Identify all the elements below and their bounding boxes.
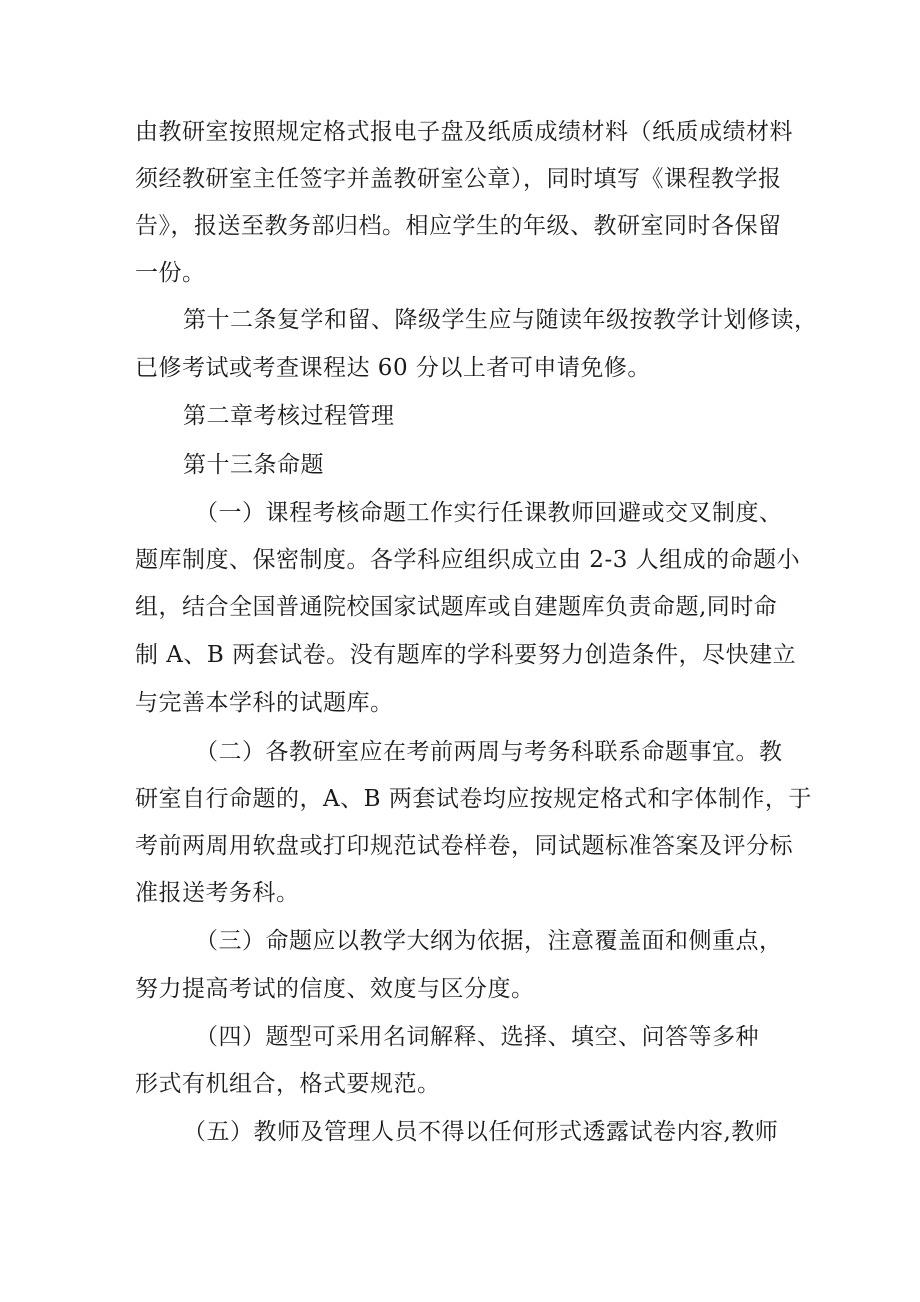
article-12-line-2: 已修考试或考查课程达 60 分以上者可申请免修。 (135, 355, 651, 381)
article-12-line-1: 第十二条复学和留、降级学生应与随读年级按教学计划修读， (183, 307, 818, 333)
item-4-line-2: 形式有机组合，格式要规范。 (135, 1071, 441, 1097)
item-2-line-1: （二）各教研室应在考前两周与考务科联系命题事宜。教 (195, 739, 783, 765)
article-13-heading: 第十三条命题 (183, 452, 324, 478)
text-line-03: 告》，报送至教务部归档。相应学生的年级、教研室同时各保留 (135, 213, 782, 239)
text-line-02: 须经教研室主任签字并盖教研室公章），同时填写《课程教学报 (135, 166, 782, 192)
text-line-01: 由教研室按照规定格式报电子盘及纸质成绩材料（纸质成绩材料 (135, 119, 793, 145)
item-1-line-1: （一）课程考核命题工作实行任课教师回避或交叉制度、 (195, 500, 783, 526)
item-1-line-3: 组，结合全国普通院校国家试题库或自建题库负责命题,同时命 (135, 594, 778, 620)
chapter-2-heading: 第二章考核过程管理 (183, 403, 395, 429)
item-2-line-2: 研室自行命题的，A、B 两套试卷均应按规定格式和字体制作，于 (135, 786, 812, 812)
item-2-line-4: 准报送考务科。 (135, 880, 300, 906)
item-5-line-1: （五）教师及管理人员不得以任何形式透露试卷内容,教师 (183, 1119, 779, 1145)
text-line-04: 一份。 (135, 260, 206, 286)
item-1-line-5: 与完善本学科的试题库。 (135, 690, 394, 716)
item-4-line-1: （四）题型可采用名词解释、选择、填空、问答等多种 (195, 1024, 759, 1050)
item-2-line-3: 考前两周用软盘或打印规范试卷样卷，同试题标准答案及评分标 (135, 833, 793, 859)
item-3-line-2: 努力提高考试的信度、效度与区分度。 (135, 976, 535, 1002)
item-3-line-1: （三）命题应以教学大纲为依据，注意覆盖面和侧重点， (195, 928, 783, 954)
item-1-line-4: 制 A、B 两套试卷。没有题库的学科要努力创造条件，尽快建立 (135, 642, 797, 668)
item-1-line-2: 题库制度、保密制度。各学科应组织成立由 2-3 人组成的命题小 (135, 547, 801, 573)
